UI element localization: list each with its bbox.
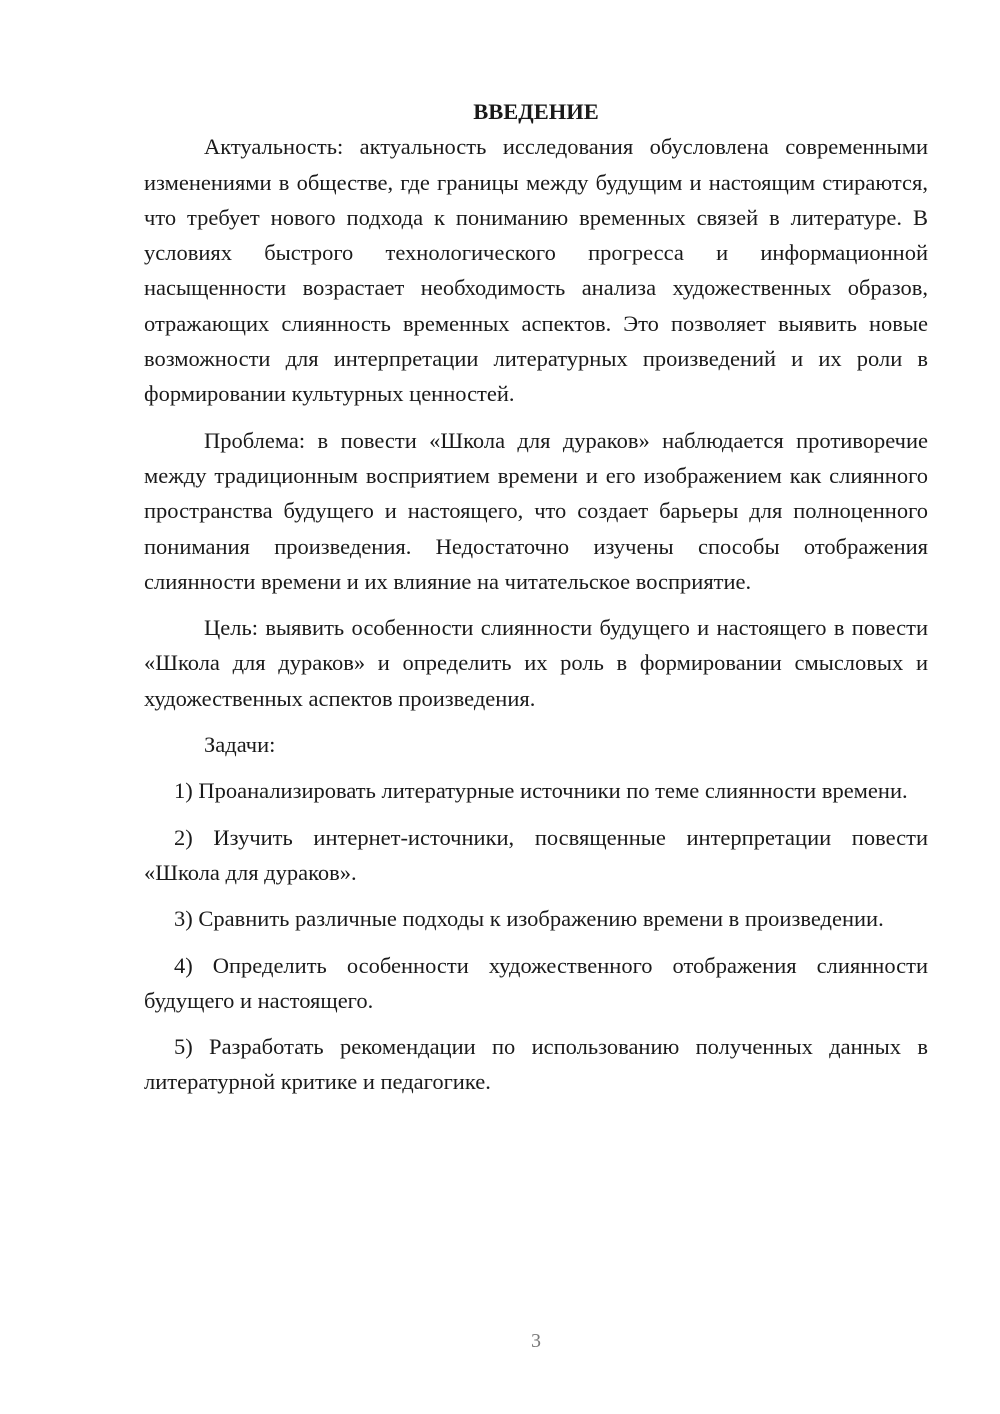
task-item: 4) Определить особенности художественного отображения слиянности будущего и настоящего. (144, 952, 928, 1013)
relevance-paragraph: Актуальность: актуальность исследования обусловлена современными изменениями в обществе, где границы между будущим и настоящим стираются, что требует нового подхода к пониманию временных связей в литературе. В условиях быстрого технологического прогресса и информационной насыщенности возрастает необходимость анализа художественных образов, отражающих слиянность временных аспектов. Это позволяет выявить новые возможности для интерпретации литературных произведений и их роли в формировании культурных ценностей. (144, 134, 928, 407)
page-number: 3 (531, 1330, 541, 1352)
problem-paragraph: Проблема: в повести «Школа для дураков» наблюдается противоречие между традиционным восприятием времени и его изображением как слиянного пространства будущего и настоящего, что создает барьеры для полноценного понимания произведения. Недостаточно изучены способы отображения слиянности времени и их влияние на читательское восприятие. (144, 427, 928, 594)
task-item: 2) Изучить интернет-источники, посвященные интерпретации повести «Школа для дураков». (144, 824, 928, 885)
tasks-label: Задачи: (204, 732, 276, 758)
task-item: 5) Разработать рекомендации по использованию полученных данных в литературной критике и педагогике. (144, 1034, 928, 1095)
page-content (144, 94, 928, 1100)
goal-paragraph: Цель: выявить особенности слиянности будущего и настоящего в повести «Школа для дураков» и определить их роль в формировании смысловых и художественных аспектов произведения. (144, 615, 928, 711)
task-item: 1) Проанализировать литературные источники по теме слиянности времени. (174, 778, 908, 804)
section-heading: ВВЕДЕНИЕ (473, 99, 599, 124)
task-item: 3) Сравнить различные подходы к изображению времени в произведении. (174, 906, 884, 932)
